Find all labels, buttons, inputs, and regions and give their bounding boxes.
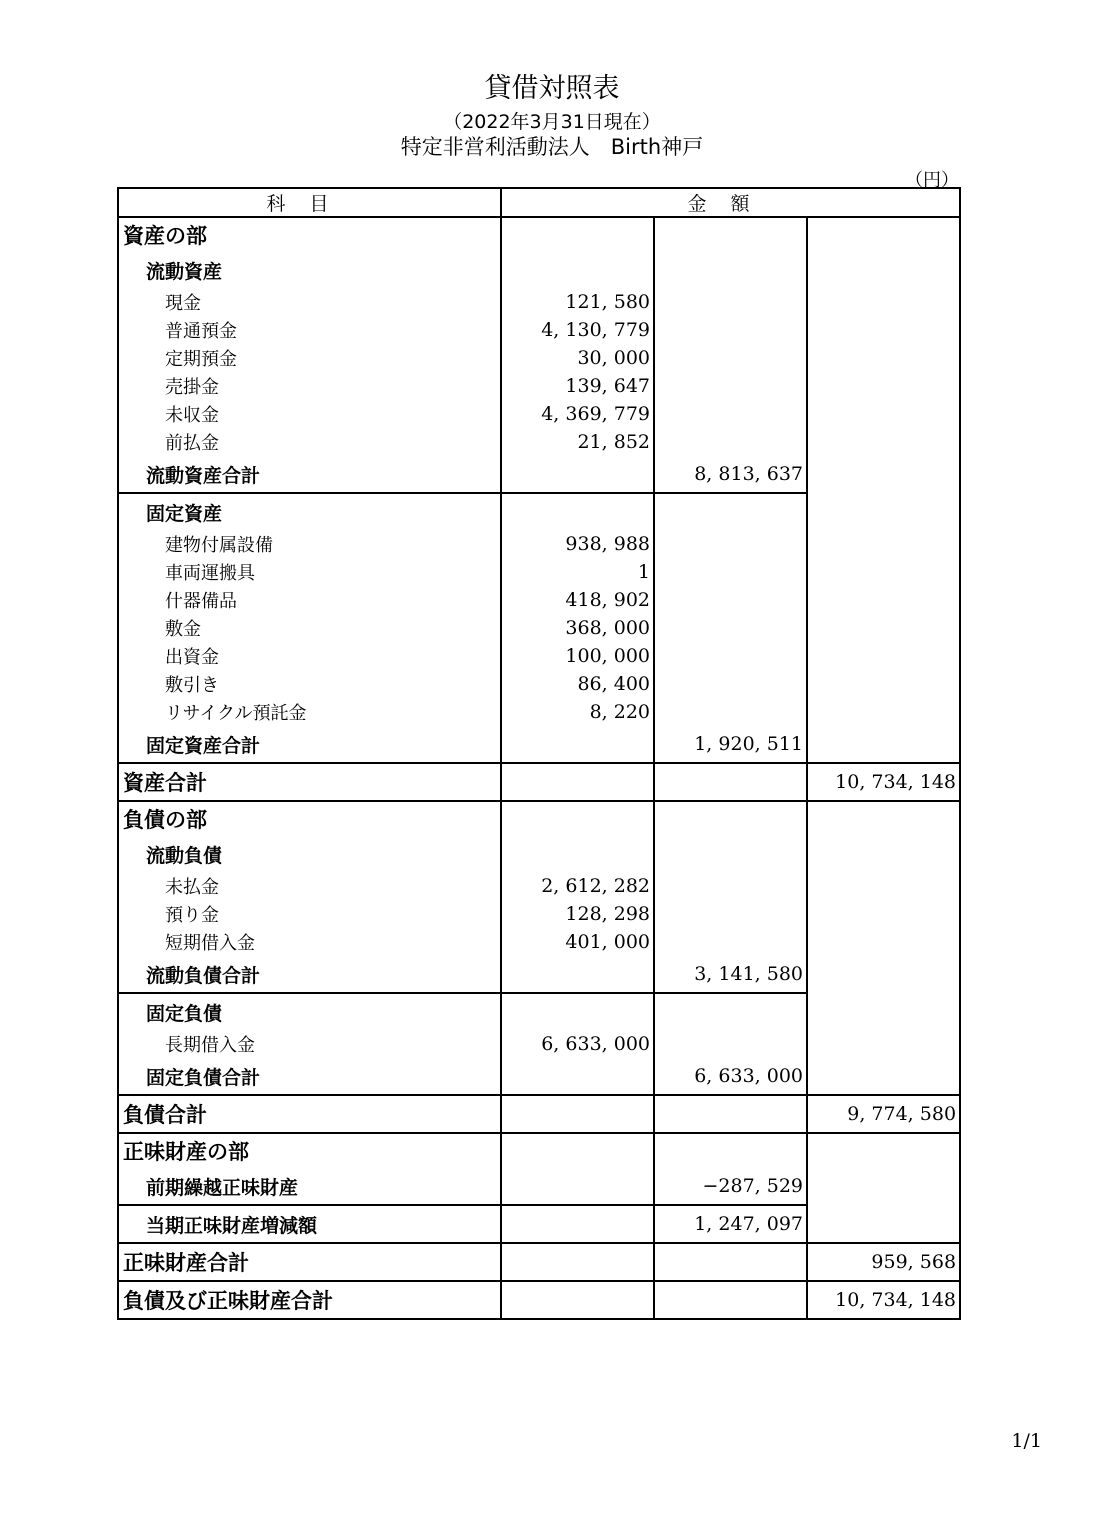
item-amount: 128, 298 [501, 900, 654, 928]
item-name: 長期借入金 [118, 1030, 501, 1058]
item-name: 売掛金 [118, 372, 501, 400]
list-item [118, 614, 960, 642]
list-item [118, 558, 960, 586]
subtotal-label: 前期繰越正味財産 [118, 1168, 501, 1205]
item-amount: 86, 400 [501, 670, 654, 698]
list-item [118, 586, 960, 614]
list-item [118, 288, 960, 316]
grand-total-label: 負債及び正味財産合計 [118, 1281, 501, 1319]
total-label: 正味財産合計 [118, 1243, 501, 1281]
current-assets-row [118, 252, 960, 288]
subtotal-amount: 1, 920, 511 [654, 726, 807, 763]
item-amount: 938, 988 [501, 530, 654, 558]
prior-net-assets-row [118, 1168, 960, 1205]
page-number: 1/1 [1011, 1430, 1042, 1452]
item-name: リサイクル預託金 [118, 698, 501, 726]
item-name: 未払金 [118, 872, 501, 900]
subtotal-label: 流動負債合計 [118, 956, 501, 993]
total-amount: 9, 774, 580 [807, 1095, 960, 1133]
list-item [118, 428, 960, 456]
item-amount: 4, 369, 779 [501, 400, 654, 428]
fixed-liabilities-total-row [118, 1058, 960, 1095]
section-label: 資産の部 [118, 217, 501, 252]
net-assets-section-row [118, 1133, 960, 1168]
list-item [118, 872, 960, 900]
subtotal-label: 流動資産合計 [118, 456, 501, 493]
subsection-label: 流動資産 [118, 252, 501, 288]
item-name: 前払金 [118, 428, 501, 456]
section-label: 負債の部 [118, 801, 501, 836]
item-amount: 1 [501, 558, 654, 586]
item-name: 出資金 [118, 642, 501, 670]
subtotal-label: 固定負債合計 [118, 1058, 501, 1095]
list-item [118, 670, 960, 698]
item-amount: 8, 220 [501, 698, 654, 726]
total-amount: 10, 734, 148 [807, 763, 960, 801]
amount-column-header: 金額 [501, 188, 960, 217]
total-label: 負債合計 [118, 1095, 501, 1133]
net-assets-change-row [118, 1205, 960, 1243]
item-amount: 30, 000 [501, 344, 654, 372]
item-amount: 418, 902 [501, 586, 654, 614]
total-amount: 959, 568 [807, 1243, 960, 1281]
grand-total-amount: 10, 734, 148 [807, 1281, 960, 1319]
subsection-label: 固定負債 [118, 993, 501, 1030]
subtotal-amount: 1, 247, 097 [654, 1205, 807, 1243]
item-name: 定期預金 [118, 344, 501, 372]
list-item [118, 316, 960, 344]
item-amount: 121, 580 [501, 288, 654, 316]
report-date: （2022年3月31日現在） [443, 111, 661, 133]
balance-sheet [117, 187, 959, 1320]
item-name: 敷引き [118, 670, 501, 698]
document-title: 貸借対照表 [484, 73, 620, 104]
subsection-label: 固定資産 [118, 493, 501, 530]
grand-total-row [118, 1281, 960, 1319]
balance-sheet-table [117, 187, 961, 1320]
total-label: 資産合計 [118, 763, 501, 801]
fixed-assets-total-row [118, 726, 960, 763]
current-assets-total-row [118, 456, 960, 493]
item-amount: 2, 612, 282 [501, 872, 654, 900]
currency-unit: （円） [905, 170, 959, 191]
table-header-row [118, 188, 960, 217]
list-item [118, 400, 960, 428]
item-name: 預り金 [118, 900, 501, 928]
fixed-assets-row [118, 493, 960, 530]
liabilities-total-row [118, 1095, 960, 1133]
section-label: 正味財産の部 [118, 1133, 501, 1168]
item-name: 敷金 [118, 614, 501, 642]
item-amount: 6, 633, 000 [501, 1030, 654, 1058]
list-item [118, 344, 960, 372]
current-liabilities-row [118, 836, 960, 872]
subtotal-label: 固定資産合計 [118, 726, 501, 763]
item-amount: 139, 647 [501, 372, 654, 400]
subtotal-label: 当期正味財産増減額 [118, 1205, 501, 1243]
subsection-label: 流動負債 [118, 836, 501, 872]
organization-name: 特定非営利活動法人 Birth神戸 [400, 135, 704, 159]
item-amount: 401, 000 [501, 928, 654, 956]
item-name: 現金 [118, 288, 501, 316]
item-name: 車両運搬具 [118, 558, 501, 586]
fixed-liabilities-row [118, 993, 960, 1030]
item-name: 什器備品 [118, 586, 501, 614]
current-liabilities-total-row [118, 956, 960, 993]
subtotal-amount: 3, 141, 580 [654, 956, 807, 993]
subtotal-amount: −287, 529 [654, 1168, 807, 1205]
item-name: 普通預金 [118, 316, 501, 344]
subject-column-header: 科目 [118, 188, 501, 217]
liabilities-section-row [118, 801, 960, 836]
item-name: 短期借入金 [118, 928, 501, 956]
list-item [118, 698, 960, 726]
item-amount: 368, 000 [501, 614, 654, 642]
assets-total-row [118, 763, 960, 801]
net-assets-total-row [118, 1243, 960, 1281]
item-amount: 21, 852 [501, 428, 654, 456]
assets-section-row [118, 217, 960, 252]
item-amount: 4, 130, 779 [501, 316, 654, 344]
list-item [118, 1030, 960, 1058]
list-item [118, 928, 960, 956]
list-item [118, 372, 960, 400]
list-item [118, 642, 960, 670]
subtotal-amount: 6, 633, 000 [654, 1058, 807, 1095]
subtotal-amount: 8, 813, 637 [654, 456, 807, 493]
list-item [118, 530, 960, 558]
list-item [118, 900, 960, 928]
item-amount: 100, 000 [501, 642, 654, 670]
item-name: 建物付属設備 [118, 530, 501, 558]
item-name: 未収金 [118, 400, 501, 428]
